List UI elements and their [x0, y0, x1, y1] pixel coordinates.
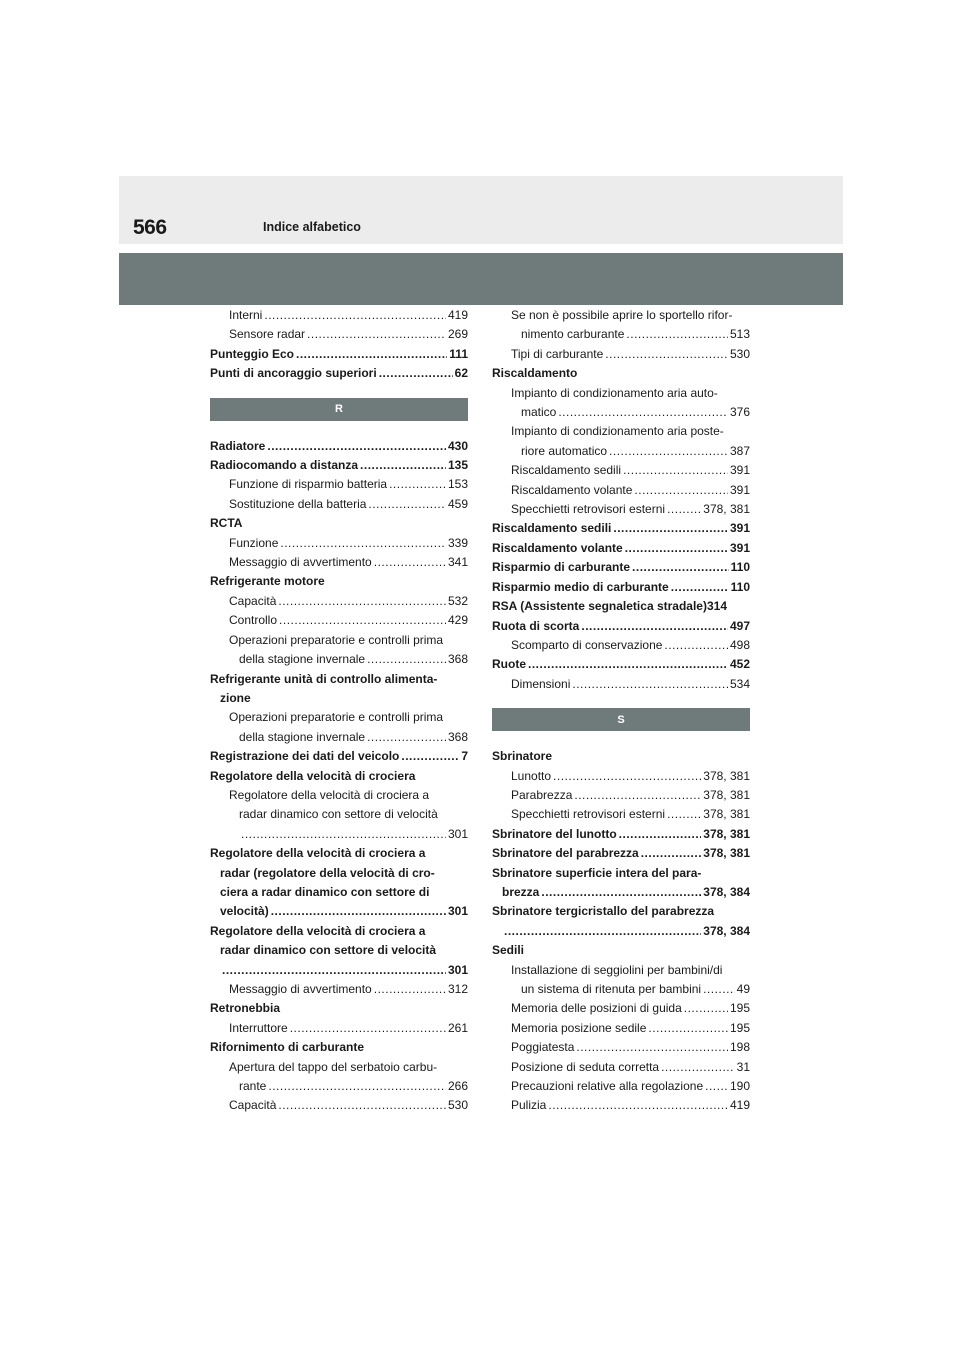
index-entry — [210, 456, 468, 475]
entry-text: Punti di ancoraggio superiori — [210, 366, 377, 381]
dot-leader — [623, 461, 728, 480]
dot-leader — [278, 592, 446, 611]
entry-text: Riscaldamento volante — [511, 482, 633, 497]
dot-leader — [367, 728, 446, 747]
index-entry: Regolatore della velocità di crociera a — [210, 846, 426, 861]
entry-page: 7 — [461, 749, 468, 764]
index-entry — [492, 442, 750, 461]
dot-leader — [548, 1096, 728, 1115]
section-letter: R — [210, 398, 468, 421]
entry-page: 266 — [447, 1079, 468, 1094]
index-entry — [210, 611, 468, 630]
dot-leader — [632, 558, 729, 577]
index-entry — [210, 437, 468, 456]
entry-page: 195 — [729, 1020, 750, 1035]
dot-leader — [664, 636, 728, 655]
index-entry: Sedili — [492, 943, 525, 958]
entry-page: 341 — [447, 555, 468, 570]
entry-text: Capacità — [229, 593, 277, 608]
index-entry — [492, 980, 750, 999]
index-entry — [210, 980, 468, 999]
index-entry: Installazione di seggiolini per bambini/di — [511, 962, 723, 977]
entry-text: Pulizia — [511, 1098, 547, 1113]
entry-text: Capacità — [229, 1098, 277, 1113]
index-entry — [210, 364, 468, 383]
entry-text: Punteggio Eco — [210, 346, 294, 361]
index-entry — [492, 675, 750, 694]
index-entry: RCTA — [210, 516, 243, 531]
dot-leader — [574, 786, 701, 805]
entry-page: 301 — [447, 962, 468, 977]
index-entry: Operazioni preparatorie e controlli prima — [229, 710, 444, 725]
index-entry — [492, 844, 750, 863]
index-entry — [210, 534, 468, 553]
dot-leader — [553, 767, 701, 786]
entry-text: Specchietti retrovisori esterni — [511, 502, 666, 517]
entry-page: 378, 381 — [703, 787, 750, 802]
dot-leader — [648, 1019, 728, 1038]
entry-page: 532 — [447, 593, 468, 608]
dot-leader — [307, 325, 446, 344]
dot-leader — [264, 306, 446, 325]
entry-page: 459 — [447, 496, 468, 511]
dot-leader — [241, 825, 446, 844]
index-entry: zione — [220, 690, 251, 705]
entry-text: Funzione — [229, 535, 279, 550]
entry-page: 261 — [447, 1020, 468, 1035]
entry-page: 110 — [730, 560, 750, 575]
index-entry — [210, 650, 468, 669]
index-entry — [492, 786, 750, 805]
entry-text: Precauzioni relative alla regolazione — [511, 1079, 704, 1094]
entry-page: 111 — [449, 346, 468, 361]
entry-text: Sbrinatore del lunotto — [492, 826, 617, 841]
dot-leader — [625, 539, 728, 558]
entry-page: 153 — [447, 477, 468, 492]
entry-page: 530 — [447, 1098, 468, 1113]
dot-leader — [661, 1058, 735, 1077]
entry-text: Registrazione dei dati del veicolo — [210, 749, 400, 764]
index-entry — [492, 1077, 750, 1096]
entry-text: Riscaldamento sedili — [511, 463, 622, 478]
index-entry: Regolatore della velocità di crociera a — [229, 787, 430, 802]
entry-page: 110 — [730, 579, 750, 594]
index-entry: Retronebbia — [210, 1001, 281, 1016]
dot-leader — [576, 1038, 728, 1057]
entry-text: Controllo — [229, 613, 278, 628]
index-entry: Refrigerante motore — [210, 574, 325, 589]
entry-text: Messaggio di avvertimento — [229, 982, 372, 996]
index-entry: Sbrinatore superficie intera del para- — [492, 865, 702, 880]
entry-page: 498 — [729, 637, 750, 652]
index-entry — [210, 961, 468, 980]
entry-page: 534 — [729, 676, 750, 691]
index-entry — [210, 475, 468, 494]
dot-leader — [374, 553, 446, 572]
entry-text: Posizione di seduta corretta — [511, 1059, 660, 1074]
entry-text: Tipi di carburante — [511, 346, 604, 361]
index-entry — [492, 825, 750, 844]
index-entry — [492, 461, 750, 480]
entry-page: 419 — [729, 1098, 750, 1113]
entry-text: della stagione invernale — [239, 652, 366, 667]
entry-text: Ruota di scorta — [492, 618, 580, 633]
entry-text: Lunotto — [511, 768, 552, 783]
dot-leader — [222, 961, 446, 980]
entry-text: Parabrezza — [511, 787, 573, 802]
dot-leader — [267, 437, 446, 456]
index-entry: Sbrinatore — [492, 749, 553, 764]
entry-text: Dimensioni — [511, 676, 571, 691]
index-entry: Refrigerante unità di controllo alimenta- — [210, 671, 438, 686]
entry-page: 530 — [729, 346, 750, 361]
entry-text: Interruttore — [229, 1020, 288, 1035]
dot-leader — [374, 980, 446, 999]
entry-text: della stagione invernale — [239, 729, 366, 744]
entry-text: brezza — [502, 884, 540, 899]
section-title: Indice alfabetico — [263, 220, 361, 234]
index-column-right — [492, 306, 750, 1116]
index-entry — [492, 558, 750, 577]
entry-page: 62 — [454, 366, 468, 381]
entry-page: 378, 384 — [703, 923, 750, 938]
dot-leader — [271, 902, 446, 921]
entry-page: 391 — [729, 463, 750, 478]
dot-leader — [684, 999, 728, 1018]
dot-leader — [504, 922, 701, 941]
dot-leader — [290, 1019, 446, 1038]
index-entry — [492, 539, 750, 558]
entry-text: Risparmio medio di carburante — [492, 579, 669, 594]
entry-page: 190 — [729, 1079, 750, 1094]
index-entry — [210, 1077, 468, 1096]
index-entry: Rifornimento di carburante — [210, 1040, 365, 1055]
index-entry — [492, 999, 750, 1018]
index-entry: Impianto di condizionamento aria poste- — [511, 424, 724, 439]
index-entry: radar dinamico con settore di velocità — [220, 943, 437, 958]
entry-text: Messaggio di avvertimento — [229, 555, 372, 570]
entry-text: Poggiatesta — [511, 1040, 575, 1055]
dot-leader — [619, 825, 702, 844]
entry-text: Ruote — [492, 657, 526, 672]
index-entry — [210, 825, 468, 844]
entry-page: 368 — [447, 729, 468, 744]
entry-page: 452 — [729, 657, 750, 672]
entry-text: riore automatico — [521, 443, 608, 458]
index-entry — [210, 592, 468, 611]
dot-leader — [641, 844, 702, 863]
dot-leader — [613, 519, 728, 538]
index-entry — [492, 500, 750, 519]
index-entry: Sbrinatore tergicristallo del parabrezza — [492, 904, 715, 919]
index-entry: radar (regolatore della velocità di cro- — [220, 865, 435, 880]
index-entry — [492, 403, 750, 422]
entry-text: Funzione di risparmio batteria — [229, 477, 388, 492]
entry-text: Sbrinatore del parabrezza — [492, 846, 639, 861]
index-entry — [492, 805, 750, 824]
entry-text: Scomparto di conservazione — [511, 637, 663, 652]
entry-page: 391 — [729, 482, 750, 497]
dot-leader — [626, 325, 728, 344]
section-letter: S — [492, 708, 750, 731]
index-entry — [492, 325, 750, 344]
index-entry: Operazioni preparatorie e controlli prima — [229, 632, 444, 647]
entry-text: nimento carburante — [521, 327, 625, 342]
entry-text: un sistema di ritenuta per bambini — [521, 982, 702, 996]
dot-leader — [671, 578, 729, 597]
index-entry — [210, 553, 468, 572]
dot-leader — [368, 495, 446, 514]
index-entry — [492, 617, 750, 636]
index-entry — [492, 1019, 750, 1038]
entry-text: Risparmio di carburante — [492, 560, 631, 575]
dot-leader — [296, 345, 447, 364]
entry-page: 312 — [447, 982, 468, 996]
index-entry — [492, 883, 750, 902]
dot-leader — [705, 1077, 728, 1096]
entry-page: 339 — [447, 535, 468, 550]
index-entry — [492, 345, 750, 364]
index-entry: Regolatore della velocità di crociera a — [210, 923, 426, 938]
index-entry: Regolatore della velocità di crociera — [210, 768, 416, 783]
entry-text: velocità) — [220, 904, 269, 919]
entry-text: rante — [239, 1079, 267, 1094]
dot-leader — [268, 1077, 446, 1096]
page-header — [119, 176, 843, 244]
dot-leader — [280, 534, 446, 553]
dot-leader — [609, 442, 728, 461]
entry-page: 391 — [729, 540, 750, 555]
index-entry — [210, 747, 468, 766]
entry-page: 49 — [736, 982, 750, 996]
dot-leader — [541, 883, 701, 902]
entry-page: 301 — [447, 904, 468, 919]
dot-leader — [279, 611, 446, 630]
entry-text: Memoria delle posizioni di guida — [511, 1001, 682, 1016]
dot-leader — [703, 980, 735, 999]
index-entry: Apertura del tappo del serbatoio carbu- — [229, 1059, 438, 1074]
dot-leader — [401, 747, 459, 766]
dot-leader — [558, 403, 728, 422]
dot-leader — [572, 675, 728, 694]
index-entry — [492, 578, 750, 597]
index-entry — [492, 481, 750, 500]
entry-page: 378, 384 — [703, 884, 750, 899]
entry-page: 513 — [729, 327, 750, 342]
entry-page: 391 — [729, 521, 750, 536]
entry-page: 301 — [447, 826, 468, 841]
entry-text: Specchietti retrovisori esterni — [511, 807, 666, 822]
header-band — [119, 253, 843, 305]
entry-page: 497 — [729, 618, 750, 633]
index-entry — [492, 636, 750, 655]
dot-leader — [389, 475, 446, 494]
dot-leader — [581, 617, 728, 636]
entry-page: 429 — [447, 613, 468, 628]
index-entry — [492, 1038, 750, 1057]
entry-page: 378, 381 — [703, 502, 750, 517]
index-entry — [492, 767, 750, 786]
index-entry — [492, 1096, 750, 1115]
entry-text: Radiocomando a distanza — [210, 458, 359, 473]
dot-leader — [667, 500, 701, 519]
dot-leader — [367, 650, 446, 669]
entry-page: 368 — [447, 652, 468, 667]
entry-page: 378, 381 — [703, 768, 750, 783]
entry-page: 135 — [447, 458, 468, 473]
entry-page: 378, 381 — [703, 826, 750, 841]
dot-leader — [360, 456, 446, 475]
index-entry: Impianto di condizionamento aria auto- — [511, 385, 718, 400]
entry-text: Memoria posizione sedile — [511, 1020, 647, 1035]
entry-page: 198 — [729, 1040, 750, 1055]
index-entry — [210, 325, 468, 344]
index-entry: RSA (Assistente segnaletica stradale)314 — [492, 599, 727, 614]
dot-leader — [528, 655, 728, 674]
index-entry: Se non è possibile aprire lo sportello rifor- — [511, 308, 733, 322]
dot-leader — [379, 364, 453, 383]
entry-page: 378, 381 — [703, 846, 750, 861]
entry-text: matico — [521, 405, 557, 420]
entry-page: 378, 381 — [703, 807, 750, 822]
entry-page: 430 — [447, 438, 468, 453]
dot-leader — [605, 345, 728, 364]
entry-page: 269 — [447, 327, 468, 342]
index-entry: radar dinamico con settore di velocità — [239, 807, 438, 822]
index-entry — [492, 655, 750, 674]
index-entry — [210, 345, 468, 364]
dot-leader — [634, 481, 728, 500]
index-entry — [210, 1096, 468, 1115]
index-entry — [210, 728, 468, 747]
entry-page: 31 — [736, 1059, 750, 1074]
entry-page: 387 — [729, 443, 750, 458]
index-entry — [492, 519, 750, 538]
entry-text: Riscaldamento volante — [492, 540, 623, 555]
entry-text: Interni — [229, 308, 263, 322]
entry-page: 195 — [729, 1001, 750, 1016]
index-entry: Riscaldamento — [492, 366, 578, 381]
index-entry: ciera a radar dinamico con settore di — [220, 884, 430, 899]
dot-leader — [667, 805, 701, 824]
entry-page: 419 — [447, 308, 468, 322]
entry-text: Sensore radar — [229, 327, 306, 342]
index-column-left — [210, 306, 468, 1116]
index-entry — [210, 902, 468, 921]
index-entry — [492, 1058, 750, 1077]
page-number: 566 — [133, 216, 167, 239]
dot-leader — [278, 1096, 446, 1115]
entry-text: Riscaldamento sedili — [492, 521, 612, 536]
entry-page: 376 — [729, 405, 750, 420]
entry-text: Radiatore — [210, 438, 266, 453]
entry-text: Sostituzione della batteria — [229, 496, 367, 511]
index-entry — [210, 495, 468, 514]
index-entry — [492, 922, 750, 941]
index-entry — [210, 1019, 468, 1038]
index-entry — [210, 306, 468, 325]
